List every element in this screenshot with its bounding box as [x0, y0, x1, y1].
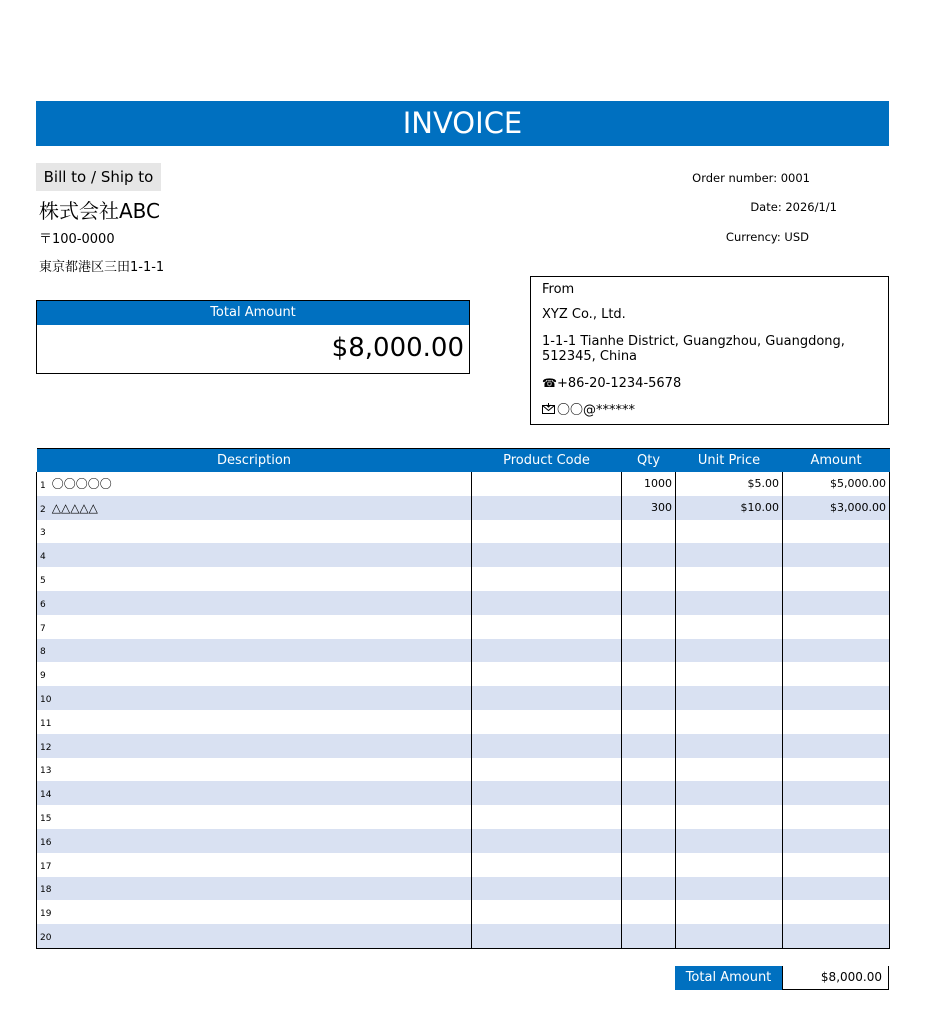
row-number: 13	[40, 766, 52, 777]
header-amount: Amount	[783, 449, 890, 473]
row-qty	[622, 829, 676, 853]
row-qty	[622, 639, 676, 663]
row-unit-price: $5.00	[676, 472, 783, 496]
row-description-cell	[37, 829, 472, 853]
row-product-code	[472, 662, 622, 686]
header-qty: Qty	[622, 449, 676, 473]
row-number: 2	[40, 504, 46, 515]
row-unit-price	[676, 829, 783, 853]
row-number: 14	[40, 790, 52, 801]
row-amount	[783, 639, 890, 663]
row-number: 7	[40, 623, 46, 634]
header-unit-price: Unit Price	[676, 449, 783, 473]
row-unit-price	[676, 520, 783, 544]
table-row	[37, 781, 890, 805]
row-unit-price	[676, 758, 783, 782]
row-number: 11	[40, 718, 52, 729]
row-amount	[783, 686, 890, 710]
row-description-cell	[37, 591, 472, 615]
from-phone: +86-20-1234-5678	[557, 376, 682, 391]
row-amount	[783, 900, 890, 924]
row-description-cell	[37, 496, 472, 520]
row-number: 17	[40, 861, 52, 872]
row-qty	[622, 615, 676, 639]
footer-total-label: Total Amount	[675, 966, 782, 990]
row-number: 9	[40, 671, 46, 682]
row-unit-price	[676, 924, 783, 948]
row-amount	[783, 877, 890, 901]
row-description-cell	[37, 567, 472, 591]
row-unit-price	[676, 805, 783, 829]
row-unit-price	[676, 615, 783, 639]
table-row	[37, 615, 890, 639]
row-product-code	[472, 829, 622, 853]
row-qty	[622, 900, 676, 924]
row-number: 12	[40, 742, 52, 753]
row-unit-price	[676, 853, 783, 877]
customer-address: 東京都港区三田1-1-1	[39, 260, 165, 275]
row-qty	[622, 567, 676, 591]
table-row	[37, 805, 890, 829]
row-unit-price	[676, 734, 783, 758]
table-row	[37, 853, 890, 877]
row-description-cell	[37, 900, 472, 924]
row-product-code	[472, 924, 622, 948]
row-amount	[783, 829, 890, 853]
footer-total-value: $8,000.00	[782, 966, 889, 990]
row-product-code	[472, 496, 622, 520]
row-unit-price	[676, 877, 783, 901]
row-product-code	[472, 900, 622, 924]
table-row	[37, 591, 890, 615]
table-row	[37, 900, 890, 924]
row-amount	[783, 520, 890, 544]
row-qty	[622, 543, 676, 567]
total-amount-value: $8,000.00	[331, 333, 464, 363]
row-qty	[622, 877, 676, 901]
total-amount-box	[36, 300, 470, 374]
row-qty	[622, 686, 676, 710]
row-number: 8	[40, 647, 46, 658]
row-product-code	[472, 877, 622, 901]
row-number: 19	[40, 909, 52, 920]
row-number: 20	[40, 933, 52, 944]
row-product-code	[472, 686, 622, 710]
row-unit-price	[676, 662, 783, 686]
row-product-code	[472, 543, 622, 567]
from-phone-line	[542, 376, 877, 391]
currency: Currency: USD	[725, 230, 809, 244]
row-unit-price: $10.00	[676, 496, 783, 520]
row-number: 3	[40, 528, 46, 539]
row-product-code	[472, 710, 622, 734]
from-email: 〇〇@******	[557, 403, 636, 418]
row-description-cell	[37, 924, 472, 948]
from-label: From	[542, 282, 575, 297]
row-description-cell	[37, 734, 472, 758]
row-description-cell	[37, 805, 472, 829]
row-qty	[622, 758, 676, 782]
row-number: 1	[40, 481, 46, 492]
row-unit-price	[676, 591, 783, 615]
row-description: 〇〇〇〇〇	[51, 477, 112, 492]
row-description-cell	[37, 615, 472, 639]
row-amount	[783, 591, 890, 615]
row-description-cell	[37, 686, 472, 710]
row-amount	[783, 805, 890, 829]
row-product-code	[472, 567, 622, 591]
row-description-cell	[37, 710, 472, 734]
table-row	[37, 567, 890, 591]
from-box	[530, 276, 889, 425]
row-qty	[622, 520, 676, 544]
total-amount-label: Total Amount	[37, 301, 469, 325]
row-amount: $5,000.00	[783, 472, 890, 496]
row-amount	[783, 924, 890, 948]
table-row	[37, 758, 890, 782]
table-row	[37, 710, 890, 734]
row-description-cell	[37, 639, 472, 663]
header-description: Description	[37, 449, 472, 473]
row-description-cell	[37, 662, 472, 686]
row-qty: 1000	[622, 472, 676, 496]
row-amount	[783, 662, 890, 686]
row-product-code	[472, 734, 622, 758]
row-number: 6	[40, 599, 46, 610]
customer-name: 株式会社ABC	[39, 199, 161, 223]
row-amount	[783, 758, 890, 782]
from-company: XYZ Co., Ltd.	[542, 307, 626, 322]
row-unit-price	[676, 567, 783, 591]
row-amount	[783, 734, 890, 758]
row-number: 16	[40, 837, 52, 848]
row-amount	[783, 543, 890, 567]
row-description-cell	[37, 472, 472, 496]
row-product-code	[472, 853, 622, 877]
table-row	[37, 924, 890, 948]
invoice-date: Date: 2026/1/1	[750, 200, 837, 214]
row-unit-price	[676, 710, 783, 734]
header-product-code: Product Code	[472, 449, 622, 473]
row-number: 5	[40, 576, 46, 587]
from-address: 1-1-1 Tianhe District, Guangzhou, Guangdong, 512345, China	[542, 334, 845, 364]
row-number: 18	[40, 885, 52, 896]
row-product-code	[472, 591, 622, 615]
row-unit-price	[676, 900, 783, 924]
row-unit-price	[676, 543, 783, 567]
row-qty	[622, 710, 676, 734]
table-row	[37, 734, 890, 758]
phone-icon: ☎	[542, 376, 557, 390]
row-amount	[783, 781, 890, 805]
line-items-table	[36, 448, 890, 949]
row-qty	[622, 853, 676, 877]
table-row	[37, 472, 890, 496]
row-description: △△△△△	[51, 500, 98, 515]
table-row	[37, 520, 890, 544]
row-qty	[622, 734, 676, 758]
row-number: 15	[40, 814, 52, 825]
row-description-cell	[37, 853, 472, 877]
row-unit-price	[676, 639, 783, 663]
row-product-code	[472, 758, 622, 782]
row-qty	[622, 591, 676, 615]
row-qty	[622, 781, 676, 805]
row-amount	[783, 710, 890, 734]
bill-to-label: Bill to / Ship to	[36, 163, 161, 191]
from-email-line	[542, 399, 877, 418]
row-product-code	[472, 520, 622, 544]
row-qty	[622, 805, 676, 829]
row-amount	[783, 615, 890, 639]
row-amount: $3,000.00	[783, 496, 890, 520]
row-number: 4	[40, 552, 46, 563]
row-qty: 300	[622, 496, 676, 520]
row-qty	[622, 924, 676, 948]
row-number: 10	[40, 695, 52, 706]
table-row	[37, 829, 890, 853]
table-row	[37, 639, 890, 663]
row-description-cell	[37, 543, 472, 567]
row-product-code	[472, 805, 622, 829]
row-description-cell	[37, 781, 472, 805]
table-row	[37, 543, 890, 567]
order-number: Order number: 0001	[692, 171, 810, 185]
table-row	[37, 662, 890, 686]
row-product-code	[472, 615, 622, 639]
row-description-cell	[37, 758, 472, 782]
table-row	[37, 686, 890, 710]
mail-icon	[542, 403, 557, 417]
row-unit-price	[676, 781, 783, 805]
row-amount	[783, 567, 890, 591]
row-qty	[622, 662, 676, 686]
customer-postal-code: 〒100-0000	[39, 232, 115, 247]
row-product-code	[472, 472, 622, 496]
row-unit-price	[676, 686, 783, 710]
table-row	[37, 496, 890, 520]
row-description-cell	[37, 520, 472, 544]
row-product-code	[472, 639, 622, 663]
table-row	[37, 877, 890, 901]
row-product-code	[472, 781, 622, 805]
row-description-cell	[37, 877, 472, 901]
row-amount	[783, 853, 890, 877]
invoice-title: INVOICE	[36, 101, 889, 146]
table-header-row	[37, 449, 890, 473]
